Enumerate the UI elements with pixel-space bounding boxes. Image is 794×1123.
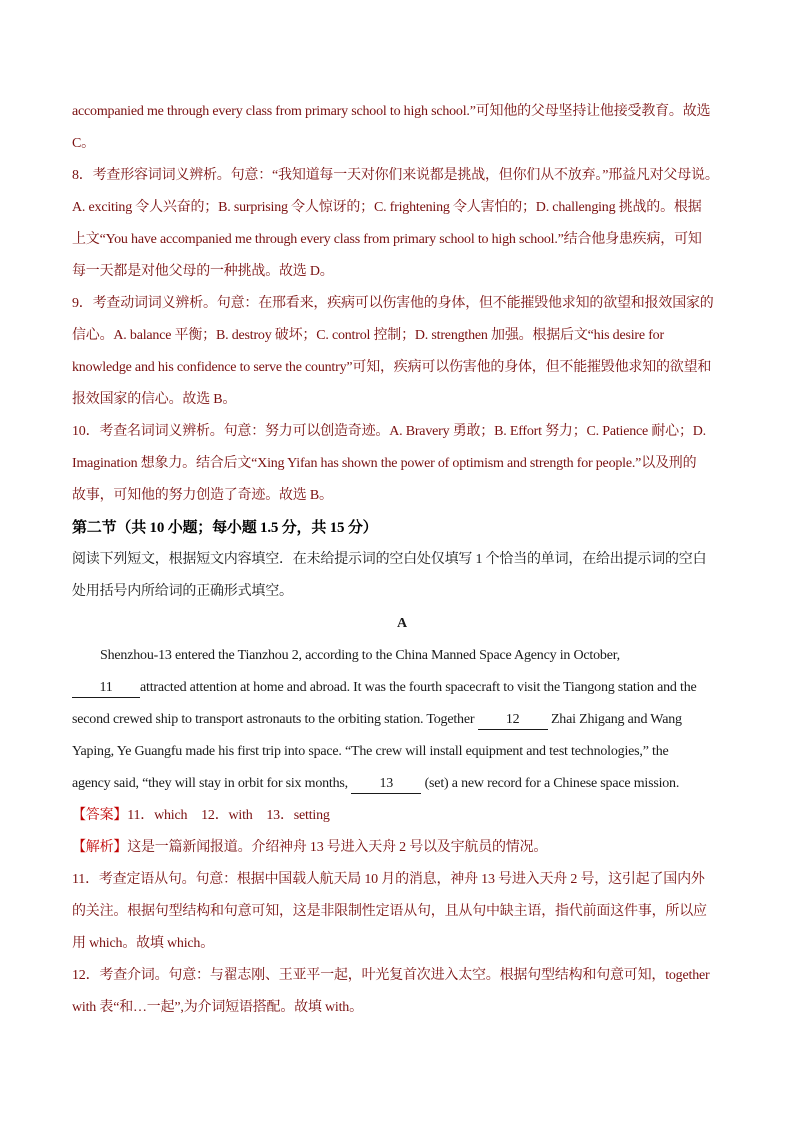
passage-label: A <box>397 616 407 631</box>
passage-line <box>72 672 732 704</box>
explanation-line: accompanied me through every class from primary school to high school.”可知他的父母坚持让他接受教育。故选 <box>72 104 711 119</box>
blank-13: 13 <box>351 775 421 794</box>
explanation-line: with 表“和…一起”,为介词短语搭配。故填 with。 <box>72 1000 363 1015</box>
passage-text: Zhai Zhigang and Wang <box>550 712 682 727</box>
explanation-line: A. exciting 令人兴奋的；B. surprising 令人惊讶的；C. frightening 令人害怕的；D. challenging 挑战的。根据 <box>72 200 702 215</box>
section-heading: 第二节（共 10 小题；每小题 1.5 分，共 15 分） <box>72 520 378 536</box>
blank-12: 12 <box>478 711 548 730</box>
answer-tag: 【答案】 <box>72 808 128 823</box>
passage-text: (set) a new record for a Chinese space mission. <box>424 776 680 791</box>
passage-line: Shenzhou-13 entered the Tianzhou 2, according to the China Manned Space Agency in October, <box>100 648 620 663</box>
explanation-item-9: 9．考查动词词义辨析。句意：在邢看来，疾病可以伤害他的身体，但不能摧毁他求知的欲望和报效国家的 <box>72 296 714 311</box>
explanation-line: 故事，可知他的努力创造了奇迹。故选 B。 <box>72 488 333 503</box>
analysis-text: 这是一篇新闻报道。介绍神舟 13 号进入天舟 2 号以及宇航员的情况。 <box>127 840 548 855</box>
explanation-line: Imagination 想象力。结合后文“Xing Yifan has shown the power of optimism and strength for people.”以及刑的 <box>72 456 697 471</box>
explanation-line: 每一天都是对他父母的一种挑战。故选 D。 <box>72 264 334 279</box>
document-page <box>72 96 732 1024</box>
explanation-item-8: 8．考查形容词词义辨析。句意：“我知道每一天对你们来说都是挑战，但你们从不放弃。”邢益凡对父母说。 <box>72 168 719 183</box>
section-instructions: 阅读下列短文，根据短文内容填空．在未给提示词的空白处仅填写 1 个恰当的单词，在给出提示词的空白 <box>72 552 707 567</box>
explanation-line: 用 which。故填 which。 <box>72 936 215 951</box>
passage-text: second crewed ship to transport astronauts to the orbiting station. Together <box>72 712 475 727</box>
answer-text: 11．which 12．with 13．setting <box>127 808 330 823</box>
analysis-line <box>72 832 732 864</box>
passage-line <box>72 768 732 800</box>
blank-11: 11 <box>72 679 140 698</box>
analysis-tag: 【解析】 <box>72 840 128 855</box>
explanation-item-12: 12．考查介词。句意：与翟志刚、王亚平一起，叶光复首次进入太空。根据句型结构和句意可知，together <box>72 968 710 983</box>
explanation-item-11: 11．考查定语从句。句意：根据中国载人航天局 10 月的消息，神舟 13 号进入天舟 2 号，这引起了国内外 <box>72 872 705 887</box>
explanation-line: knowledge and his confidence to serve the country”可知，疾病可以伤害他的身体，但不能摧毁他求知的欲望和 <box>72 360 712 375</box>
passage-text: agency said, “they will stay in orbit for six months, <box>72 776 348 791</box>
passage-line: Yaping, Ye Guangfu made his first trip into space. “The crew will install equipment and test technologies,” the <box>72 744 669 759</box>
explanation-item-10: 10．考查名词词义辨析。句意：努力可以创造奇迹。A. Bravery 勇敢；B. Effort 努力；C. Patience 耐心；D. <box>72 424 706 439</box>
passage-text: attracted attention at home and abroad. It was the fourth spacecraft to visit the Tiangong station and the <box>140 680 697 695</box>
passage-line <box>72 704 732 736</box>
explanation-line: C。 <box>72 136 95 151</box>
answer-line <box>72 800 732 832</box>
explanation-line: 报效国家的信心。故选 B。 <box>72 392 237 407</box>
section-instructions: 处用括号内所给词的正确形式填空。 <box>72 584 293 599</box>
explanation-line: 信心。A. balance 平衡；B. destroy 破坏；C. control 控制；D. strengthen 加强。根据后文“his desire for <box>72 328 664 343</box>
explanation-line: 上文“You have accompanied me through every class from primary school to high school.”结合他身患疾病，可知 <box>72 232 702 247</box>
explanation-line: 的关注。根据句型结构和句意可知，这是非限制性定语从句，且从句中缺主语，指代前面这件事，所以应 <box>72 904 707 919</box>
